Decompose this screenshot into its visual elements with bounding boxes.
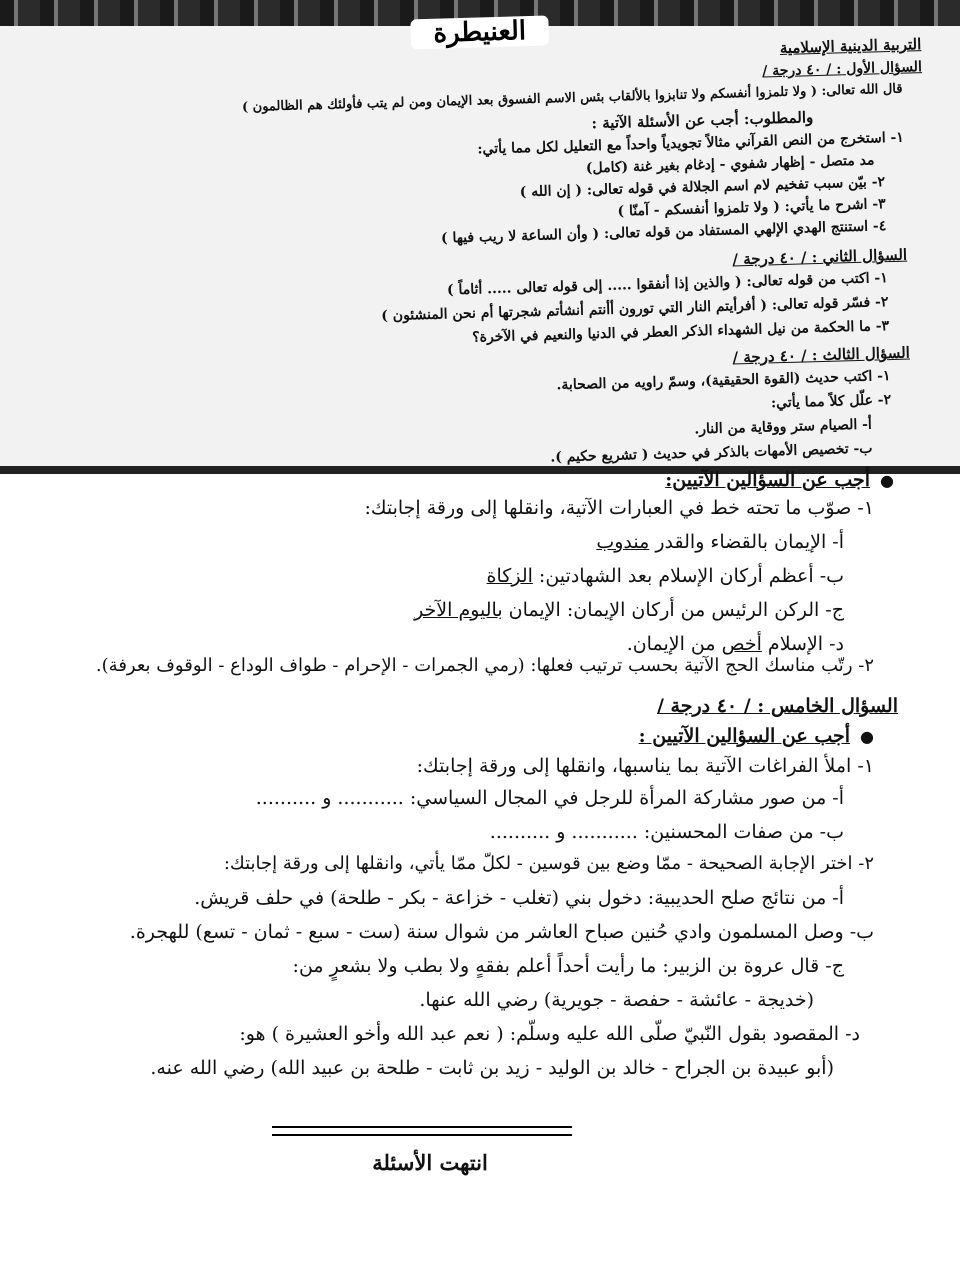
q5-item-2: ٢- اختر الإجابة الصحيحة - ممّا وضع بين قوسين - لكلّ ممّا يأتي، وانقلها إلى ورقة إجابتك: — [223, 853, 874, 874]
q5-item-1a: أ- من صور مشاركة المرأة للرجل في المجال السياسي: ........... و .......... — [255, 787, 844, 809]
q4-item-1c: ج- الركن الرئيس من أركان الإيمان: الإيمان باليوم الآخر — [414, 599, 844, 621]
q5-item-1: ١- املأ الفراغات الآتية بما يناسبها، وانقلها إلى ورقة إجابتك: — [416, 755, 874, 777]
q3-item-2b: ب- تخصيص الأمهات بالذكر في حديث ( تشريع حكيم ). — [550, 440, 873, 466]
q1-item-4: ٤- استنتج الهدي الإلهي المستفاد من قوله تعالى: ( وأن الساعة لا ريب فيها ) — [440, 218, 887, 247]
q2-item-1: ١- اكتب من قوله تعالى: ( والذين إذا أنفقوا ..... إلى قوله تعالى ..... أثاماً ) — [446, 270, 888, 299]
q1-heading: السؤال الأول : / ٤٠ درجة / — [762, 59, 923, 80]
q1-item-1: ١- استخرج من النص القرآني مثالاً تجويدياً واحداً مع التعليل لكل مما يأتي: — [477, 129, 905, 158]
photocopied-strip — [0, 0, 960, 474]
q5-choice-d-options: (أبو عبيدة بن الجراح - خالد بن الوليد - زيد بن ثابت - طلحة بن عبيد الله) رضي الله عنه. — [150, 1057, 834, 1079]
q3-item-2: ٢- علّل كلاً مما يأتي: — [770, 392, 892, 412]
end-divider — [272, 1126, 572, 1136]
q5-item-1b: ب- من صفات المحسنين: ........... و .......... — [489, 821, 844, 843]
strip-content — [0, 0, 960, 474]
q4-item-1: ١- صوّب ما تحته خط في العبارات الآتية، وانقلها إلى ورقة إجابتك: — [364, 497, 874, 519]
q5-choice-a: أ- من نتائج صلح الحديبية: دخول بني (تغلب - خزاعة - بكر - طلحة) في حلف قريش. — [194, 887, 844, 909]
bullet-icon: ● — [880, 471, 894, 490]
q3-item-1: ١- اكتب حديث (القوة الحقيقية)، وسمّ راويه من الصحابة. — [556, 368, 891, 394]
q1-item-3: ٣- اشرح ما يأتي: ( ولا تلمزوا أنفسكم - آمنّا ) — [617, 196, 886, 220]
q5-choice-d: د- المقصود بقول النّبيّ صلّى الله عليه وسلّم: ( نعم عبد الله وأخو العشيرة ) هو: — [239, 1023, 860, 1045]
q4-item-2: ٢- رتّب مناسك الحج الآتية بحسب ترتيب فعلها: (رمي الجمرات - الإحرام - طواف الوداع - الوقوف بعرفة). — [95, 655, 874, 676]
q5-choice-b: ب- وصل المسلمون وادي حُنين صباح العاشر من شوال سنة (ست - سبع - ثمان - تسع) للهجرة. — [129, 921, 874, 943]
q3-item-2a: أ- الصيام ستر ووقاية من النار. — [694, 416, 873, 438]
q5-intro: ●أجب عن السؤالين الآتيين : — [638, 725, 874, 747]
subject-heading: التربية الدينية الإسلامية — [779, 35, 922, 58]
bullet-icon: ● — [860, 727, 874, 746]
q1-item-2: ٢- بيّن سبب تفخيم لام اسم الجلالة في قوله تعالى: ( إن الله ) — [519, 174, 886, 201]
school-title: العنيطرة — [410, 16, 549, 50]
q1-item-1b: مد متصل - إظهار شفوي - إدغام بغير غنة (كامل) — [585, 152, 875, 177]
q4-item-1a: أ- الإيمان بالقضاء والقدر مندوب — [596, 531, 844, 553]
q3-heading: السؤال الثالث : / ٤٠ درجة / — [732, 343, 911, 367]
q4-item-1d: د- الإسلام أخص من الإيمان. — [626, 633, 844, 655]
end-of-questions: انتهت الأسئلة — [372, 1150, 488, 1175]
q1-verse: قال الله تعالى: ( ولا تلمزوا أنفسكم ولا تنابزوا بالألقاب بئس الاسم الفسوق بعد الإيمان ومن لم يتب فأولئك هم الظالمون ) — [241, 81, 903, 116]
q2-item-3: ٣- ما الحكمة من نيل الشهداء الذكر العطر في الدنيا والنعيم في الآخرة؟ — [472, 318, 890, 346]
q4-intro: ●أجب عن السؤالين الآتيين: — [665, 469, 894, 491]
q5-heading: السؤال الخامس : / ٤٠ درجة / — [656, 695, 898, 717]
exam-body — [0, 469, 960, 1280]
q1-requirement: والمطلوب: أجب عن الأسئلة الآتية : — [591, 108, 814, 133]
q2-item-2: ٢- فسّر قوله تعالى: ( أفرأيتم النار التي تورون أأنتم أنشأتم شجرتها أم نحن المنشئون ) — [381, 294, 889, 325]
q2-heading: السؤال الثاني : / ٤٠ درجة / — [732, 245, 908, 269]
q5-choice-c: ج- قال عروة بن الزبير: ما رأيت أحداً أعلم بفقهٍ ولا بطب ولا بشعرٍ من: — [292, 955, 844, 977]
q5-choice-c-options: (خديجة - عائشة - حفصة - جويرية) رضي الله عنها. — [419, 989, 814, 1011]
q4-item-1b: ب- أعظم أركان الإسلام بعد الشهادتين: الزكاة — [486, 565, 844, 587]
